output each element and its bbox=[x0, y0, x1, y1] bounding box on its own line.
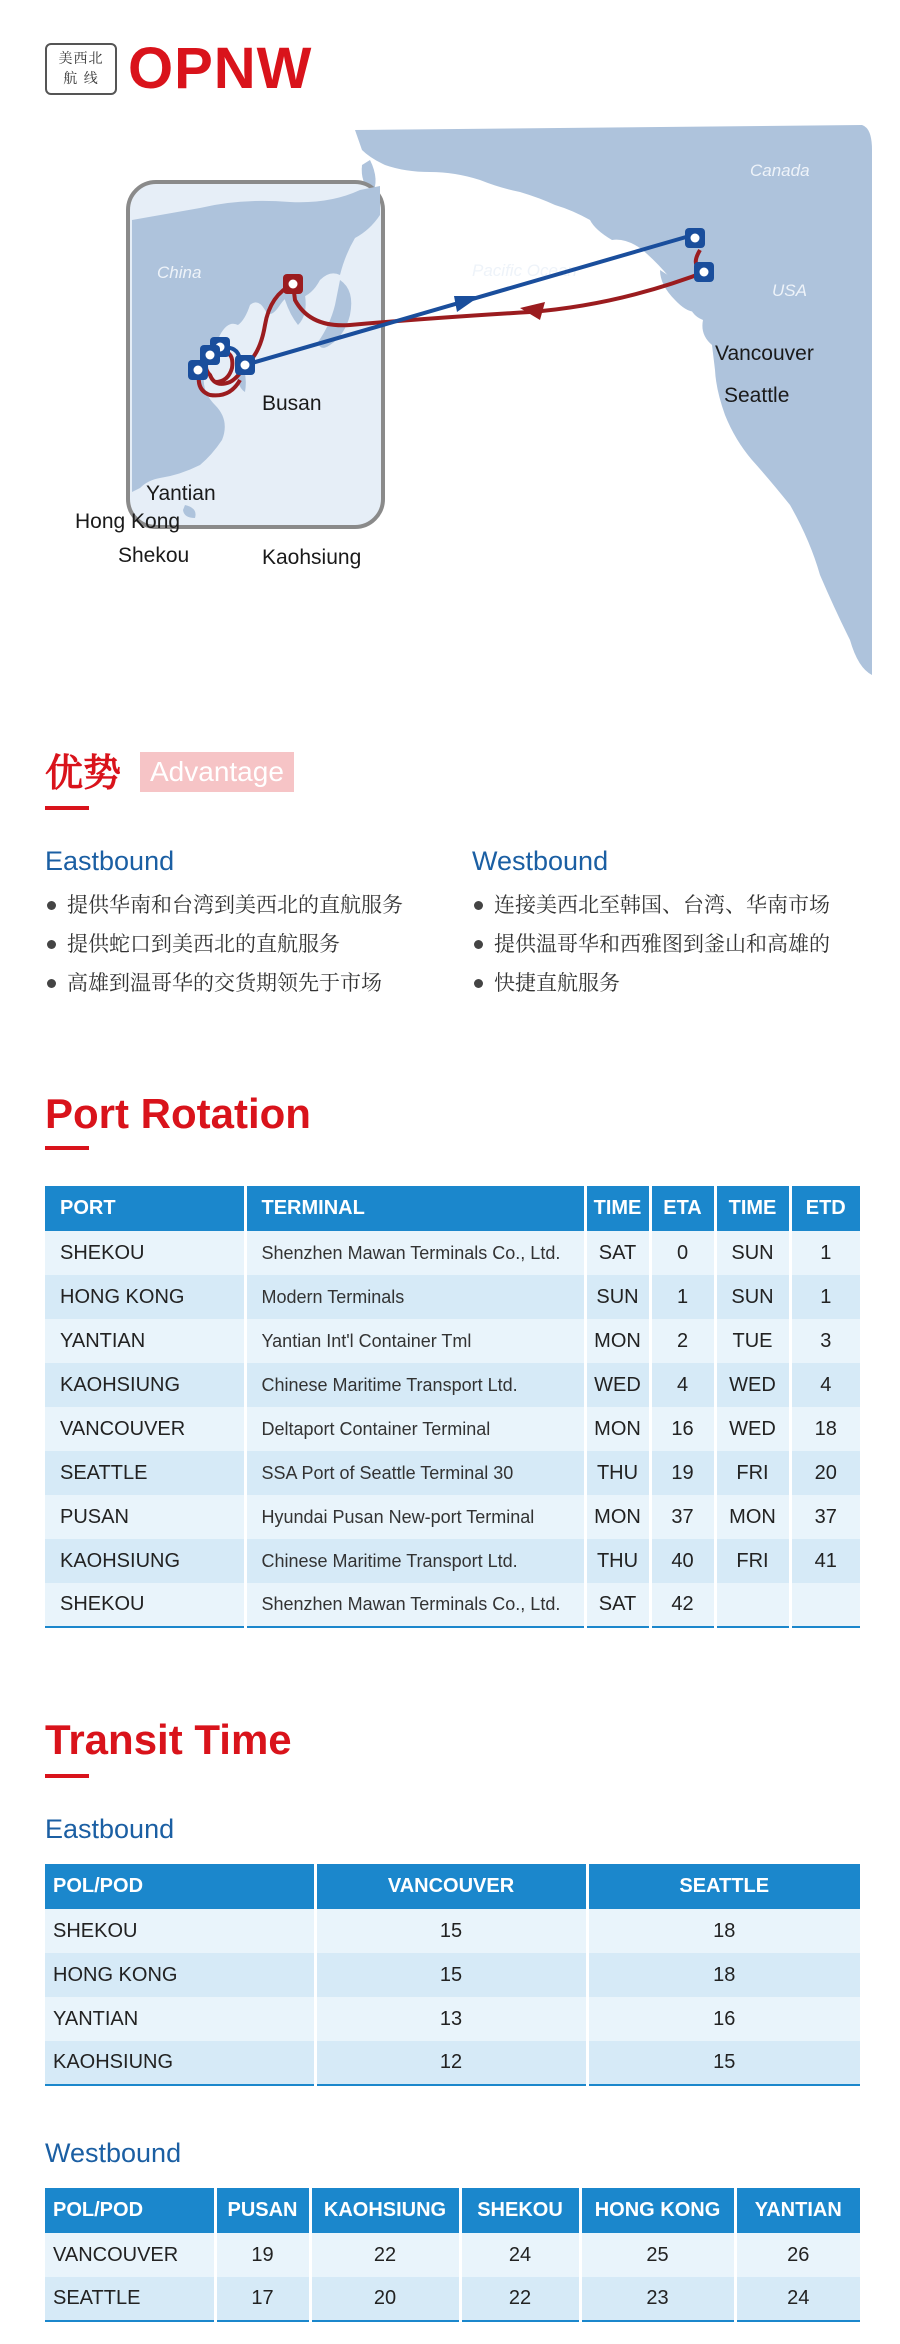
col-pusan: PUSAN bbox=[215, 2188, 310, 2233]
list-item: 提供蛇口到美西北的直航服务 bbox=[45, 925, 403, 964]
list-item: 高雄到温哥华的交货期领先于市场 bbox=[45, 964, 403, 1003]
days-cell: 24 bbox=[460, 2233, 580, 2277]
arrival-day-cell: MON bbox=[585, 1319, 650, 1363]
region-label-usa: USA bbox=[772, 281, 807, 300]
departure-day-cell: MON bbox=[715, 1495, 790, 1539]
days-cell: 15 bbox=[587, 2041, 860, 2085]
arrival-day-cell: MON bbox=[585, 1407, 650, 1451]
route-map bbox=[0, 120, 900, 690]
departure-day-cell: SUN bbox=[715, 1275, 790, 1319]
advantage-title: 优势 bbox=[45, 753, 122, 795]
table-row bbox=[45, 2277, 860, 2321]
eta-cell: 37 bbox=[650, 1495, 715, 1539]
origin-cell: VANCOUVER bbox=[45, 2233, 215, 2277]
port-marker-vancouver bbox=[685, 228, 705, 248]
table-row bbox=[45, 1319, 860, 1363]
table-row bbox=[45, 1583, 860, 1627]
col-kaohsiung: KAOHSIUNG bbox=[310, 2188, 460, 2233]
eta-cell: 19 bbox=[650, 1451, 715, 1495]
logo-line-2: 航 线 bbox=[63, 71, 99, 87]
terminal-cell: Chinese Maritime Transport Ltd. bbox=[245, 1363, 585, 1407]
table-row bbox=[45, 1231, 860, 1275]
arrival-day-cell: THU bbox=[585, 1451, 650, 1495]
days-cell: 22 bbox=[310, 2233, 460, 2277]
col-port: PORT bbox=[45, 1186, 245, 1231]
table-header-row bbox=[45, 2188, 860, 2233]
days-cell: 24 bbox=[735, 2277, 860, 2321]
departure-day-cell bbox=[715, 1583, 790, 1627]
days-cell: 26 bbox=[735, 2233, 860, 2277]
etd-cell: 4 bbox=[790, 1363, 860, 1407]
port-rotation-underline bbox=[45, 1146, 89, 1150]
port-marker-shekou bbox=[188, 360, 208, 380]
etd-cell: 20 bbox=[790, 1451, 860, 1495]
eastbound-arrow bbox=[454, 296, 480, 312]
port-label-kaohsiung: Kaohsiung bbox=[262, 546, 362, 569]
col-terminal: TERMINAL bbox=[245, 1186, 585, 1231]
departure-day-cell: TUE bbox=[715, 1319, 790, 1363]
list-item-continuation: 快捷直航服务 bbox=[472, 964, 830, 1003]
col-yantian: YANTIAN bbox=[735, 2188, 860, 2233]
port-label-seattle: Seattle bbox=[724, 384, 790, 407]
days-cell: 18 bbox=[587, 1909, 860, 1953]
departure-day-cell: WED bbox=[715, 1363, 790, 1407]
col-eta: ETA bbox=[650, 1186, 715, 1231]
terminal-cell: Shenzhen Mawan Terminals Co., Ltd. bbox=[245, 1231, 585, 1275]
port-cell: HONG KONG bbox=[45, 1275, 245, 1319]
days-cell: 23 bbox=[580, 2277, 735, 2321]
brand-title: OPNW bbox=[128, 36, 313, 101]
col-pol-pod: POL/POD bbox=[45, 2188, 215, 2233]
port-cell: YANTIAN bbox=[45, 1319, 245, 1363]
list-item: 提供华南和台湾到美西北的直航服务 bbox=[45, 886, 403, 925]
advantage-westbound-list bbox=[472, 886, 830, 1003]
port-label-yantian: Yantian bbox=[146, 482, 216, 505]
days-cell: 16 bbox=[587, 1997, 860, 2041]
logo-line-1: 美西北 bbox=[58, 51, 104, 67]
transit-westbound-table bbox=[45, 2188, 860, 2322]
col-vancouver: VANCOUVER bbox=[315, 1864, 587, 1909]
days-cell: 15 bbox=[315, 1909, 587, 1953]
table-header-row bbox=[45, 1186, 860, 1231]
terminal-cell: Modern Terminals bbox=[245, 1275, 585, 1319]
col-hong-kong: HONG KONG bbox=[580, 2188, 735, 2233]
port-label-busan: Busan bbox=[262, 392, 322, 415]
table-row bbox=[45, 1363, 860, 1407]
region-label-china: China bbox=[157, 263, 202, 282]
port-cell: SHEKOU bbox=[45, 1231, 245, 1275]
list-item: 连接美西北至韩国、台湾、华南市场 bbox=[472, 886, 830, 925]
north-america-land bbox=[355, 125, 872, 675]
port-cell: VANCOUVER bbox=[45, 1407, 245, 1451]
etd-cell: 3 bbox=[790, 1319, 860, 1363]
col-departure-time: TIME bbox=[715, 1186, 790, 1231]
table-row bbox=[45, 2233, 860, 2277]
table-row bbox=[45, 1997, 860, 2041]
terminal-cell: Yantian Int'l Container Tml bbox=[245, 1319, 585, 1363]
arrival-day-cell: SAT bbox=[585, 1583, 650, 1627]
transit-eastbound-table bbox=[45, 1864, 860, 2086]
transit-westbound-heading: Westbound bbox=[45, 2138, 182, 2168]
departure-day-cell: WED bbox=[715, 1407, 790, 1451]
port-rotation-table bbox=[45, 1186, 860, 1628]
arrival-day-cell: MON bbox=[585, 1495, 650, 1539]
region-label-canada: Canada bbox=[750, 161, 810, 180]
etd-cell bbox=[790, 1583, 860, 1627]
eta-cell: 0 bbox=[650, 1231, 715, 1275]
origin-cell: SEATTLE bbox=[45, 2277, 215, 2321]
days-cell: 20 bbox=[310, 2277, 460, 2321]
eta-cell: 1 bbox=[650, 1275, 715, 1319]
table-row bbox=[45, 1495, 860, 1539]
port-label-vancouver: Vancouver bbox=[715, 342, 814, 365]
table-row bbox=[45, 1275, 860, 1319]
port-label-hong-kong: Hong Kong bbox=[75, 510, 181, 533]
etd-cell: 41 bbox=[790, 1539, 860, 1583]
table-header-row bbox=[45, 1864, 860, 1909]
arrival-day-cell: SAT bbox=[585, 1231, 650, 1275]
advantage-eastbound-heading: Eastbound bbox=[45, 846, 175, 876]
table-row bbox=[45, 1953, 860, 1997]
port-marker-kaohsiung bbox=[235, 355, 255, 375]
eta-cell: 16 bbox=[650, 1407, 715, 1451]
days-cell: 18 bbox=[587, 1953, 860, 1997]
departure-day-cell: SUN bbox=[715, 1231, 790, 1275]
origin-cell: SHEKOU bbox=[45, 1909, 315, 1953]
port-rotation-title: Port Rotation bbox=[45, 1090, 311, 1137]
eta-cell: 42 bbox=[650, 1583, 715, 1627]
port-marker-seattle bbox=[694, 262, 714, 282]
days-cell: 19 bbox=[215, 2233, 310, 2277]
etd-cell: 18 bbox=[790, 1407, 860, 1451]
advantage-eastbound-list bbox=[45, 886, 403, 1003]
eta-cell: 2 bbox=[650, 1319, 715, 1363]
departure-day-cell: FRI bbox=[715, 1539, 790, 1583]
arrival-day-cell: WED bbox=[585, 1363, 650, 1407]
days-cell: 12 bbox=[315, 2041, 587, 2085]
transit-eastbound-heading: Eastbound bbox=[45, 1814, 175, 1844]
col-arrival-time: TIME bbox=[585, 1186, 650, 1231]
eta-cell: 40 bbox=[650, 1539, 715, 1583]
table-row bbox=[45, 1407, 860, 1451]
days-cell: 15 bbox=[315, 1953, 587, 1997]
col-etd: ETD bbox=[790, 1186, 860, 1231]
terminal-cell: Shenzhen Mawan Terminals Co., Ltd. bbox=[245, 1583, 585, 1627]
origin-cell: HONG KONG bbox=[45, 1953, 315, 1997]
transit-time-underline bbox=[45, 1774, 89, 1778]
terminal-cell: Chinese Maritime Transport Ltd. bbox=[245, 1539, 585, 1583]
port-label-shekou: Shekou bbox=[118, 544, 190, 567]
etd-cell: 37 bbox=[790, 1495, 860, 1539]
origin-cell: YANTIAN bbox=[45, 1997, 315, 2041]
port-marker-busan bbox=[283, 274, 303, 294]
days-cell: 25 bbox=[580, 2233, 735, 2277]
table-row bbox=[45, 1539, 860, 1583]
advantage-westbound-heading: Westbound bbox=[472, 846, 609, 876]
port-cell: KAOHSIUNG bbox=[45, 1363, 245, 1407]
col-shekou: SHEKOU bbox=[460, 2188, 580, 2233]
advantage-tag: Advantage bbox=[140, 752, 294, 792]
port-cell: SHEKOU bbox=[45, 1583, 245, 1627]
col-seattle: SEATTLE bbox=[587, 1864, 860, 1909]
col-pol-pod: POL/POD bbox=[45, 1864, 315, 1909]
route-logo-badge bbox=[45, 43, 117, 95]
transit-time-title: Transit Time bbox=[45, 1716, 292, 1763]
table-row bbox=[45, 1909, 860, 1953]
table-row bbox=[45, 1451, 860, 1495]
region-label-pacific: Pacific Ocean bbox=[472, 261, 577, 280]
departure-day-cell: FRI bbox=[715, 1451, 790, 1495]
list-item: 提供温哥华和西雅图到釜山和高雄的 bbox=[472, 925, 830, 964]
arrival-day-cell: THU bbox=[585, 1539, 650, 1583]
terminal-cell: SSA Port of Seattle Terminal 30 bbox=[245, 1451, 585, 1495]
eta-cell: 4 bbox=[650, 1363, 715, 1407]
port-cell: SEATTLE bbox=[45, 1451, 245, 1495]
origin-cell: KAOHSIUNG bbox=[45, 2041, 315, 2085]
etd-cell: 1 bbox=[790, 1275, 860, 1319]
days-cell: 13 bbox=[315, 1997, 587, 2041]
days-cell: 22 bbox=[460, 2277, 580, 2321]
terminal-cell: Hyundai Pusan New-port Terminal bbox=[245, 1495, 585, 1539]
arrival-day-cell: SUN bbox=[585, 1275, 650, 1319]
etd-cell: 1 bbox=[790, 1231, 860, 1275]
days-cell: 17 bbox=[215, 2277, 310, 2321]
port-cell: PUSAN bbox=[45, 1495, 245, 1539]
terminal-cell: Deltaport Container Terminal bbox=[245, 1407, 585, 1451]
table-row bbox=[45, 2041, 860, 2085]
advantage-underline bbox=[45, 806, 89, 810]
port-cell: KAOHSIUNG bbox=[45, 1539, 245, 1583]
